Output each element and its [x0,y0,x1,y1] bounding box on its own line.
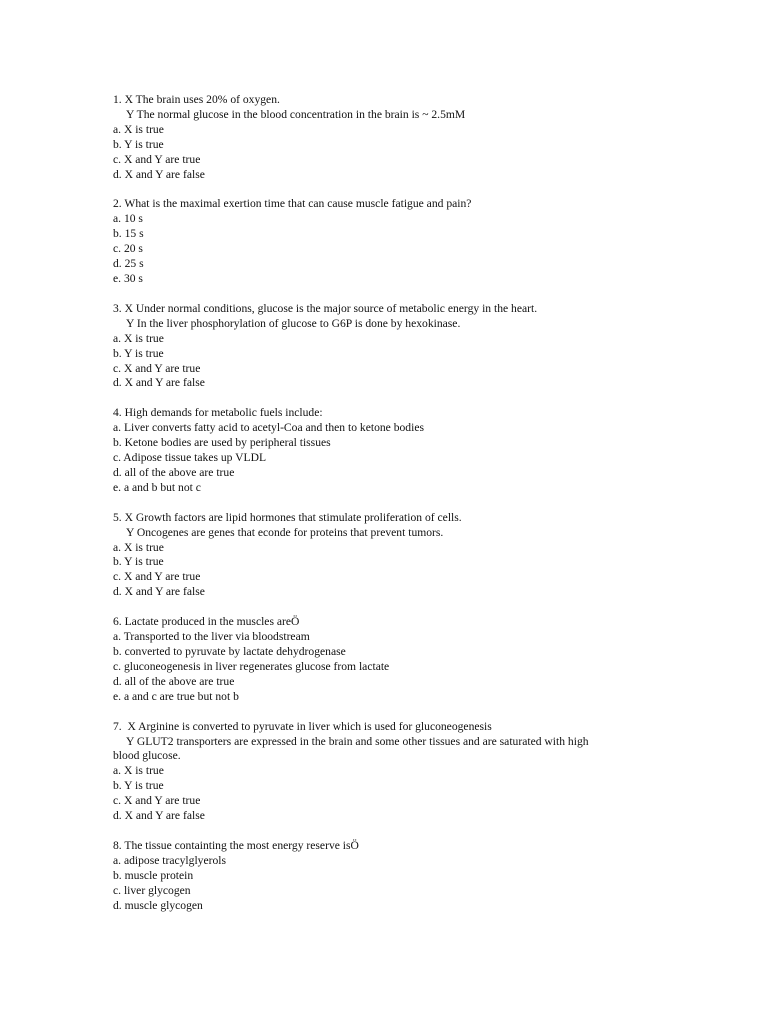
question-stem: 5. X Growth factors are lipid hormones that stimulate proliferation of cells. [113,510,462,524]
question-4 [113,406,713,495]
question-stem: 6. Lactate produced in the muscles areÖ [113,615,300,629]
question-1 [113,93,713,182]
question-stem: 3. X Under normal conditions, glucose is the major source of metabolic energy in the heart. [113,301,538,315]
question-8 [113,839,713,914]
answer-option: a. X is true [113,331,164,345]
question-stem-continued: blood glucose. [113,749,181,763]
answer-option: d. 25 s [113,257,144,271]
answer-option: d. muscle glycogen [113,898,203,912]
answer-option: d. all of the above are true [113,465,235,479]
question-2 [113,197,713,286]
answer-option: c. X and Y are true [113,570,201,584]
question-stem-y: Y Oncogenes are genes that econde for proteins that prevent tumors. [126,525,444,539]
answer-option: d. X and Y are false [113,809,205,823]
question-stem-y: Y GLUT2 transporters are expressed in the brain and some other tissues and are saturated with high [126,734,589,748]
answer-option: d. X and Y are false [113,167,205,181]
answer-option: c. X and Y are true [113,794,201,808]
question-stem: 7. X Arginine is converted to pyruvate in liver which is used for gluconeogenesis [113,719,492,733]
answer-option: b. Y is true [113,779,164,793]
question-stem: 1. X The brain uses 20% of oxygen. [113,93,280,106]
answer-option: e. 30 s [113,271,143,285]
answer-option: b. Y is true [113,137,164,151]
answer-option: e. a and b but not c [113,480,201,494]
answer-option: c. 20 s [113,242,143,256]
answer-option: a. X is true [113,764,164,778]
answer-option: d. all of the above are true [113,674,235,688]
answer-option: a. Liver converts fatty acid to acetyl-Coa and then to ketone bodies [113,421,424,435]
answer-option: a. 10 s [113,212,143,226]
answer-option: b. muscle protein [113,868,194,882]
answer-option: b. Y is true [113,346,164,360]
answer-option: c. Adipose tissue takes up VLDL [113,451,267,465]
quiz-document [113,93,713,929]
question-stem: 8. The tissue containting the most energy reserve isÖ [113,838,359,852]
answer-option: c. X and Y are true [113,152,201,166]
answer-option: b. Ketone bodies are used by peripheral tissues [113,436,331,450]
question-3 [113,302,713,391]
answer-option: b. converted to pyruvate by lactate dehydrogenase [113,645,346,658]
question-7 [113,720,713,824]
question-stem-y: Y The normal glucose in the blood concentration in the brain is ~ 2.5mM [126,107,466,121]
answer-option: a. adipose tracylglyerols [113,853,226,867]
question-stem-y: Y In the liver phosphorylation of glucose to G6P is done by hexokinase. [126,316,461,330]
answer-option: e. a and c are true but not b [113,689,239,703]
question-stem: 2. What is the maximal exertion time that can cause muscle fatigue and pain? [113,197,472,211]
question-stem: 4. High demands for metabolic fuels include: [113,406,323,420]
answer-option: c. gluconeogenesis in liver regenerates glucose from lactate [113,659,390,673]
answer-option: b. 15 s [113,227,144,241]
answer-option: b. Y is true [113,555,164,569]
answer-option: c. liver glycogen [113,883,191,897]
answer-option: c. X and Y are true [113,361,201,375]
answer-option: a. X is true [113,540,164,554]
answer-option: a. X is true [113,122,164,136]
answer-option: d. X and Y are false [113,585,205,599]
answer-option: a. Transported to the liver via bloodstream [113,630,310,644]
answer-option: d. X and Y are false [113,376,205,390]
question-5 [113,511,713,600]
question-6 [113,615,713,704]
